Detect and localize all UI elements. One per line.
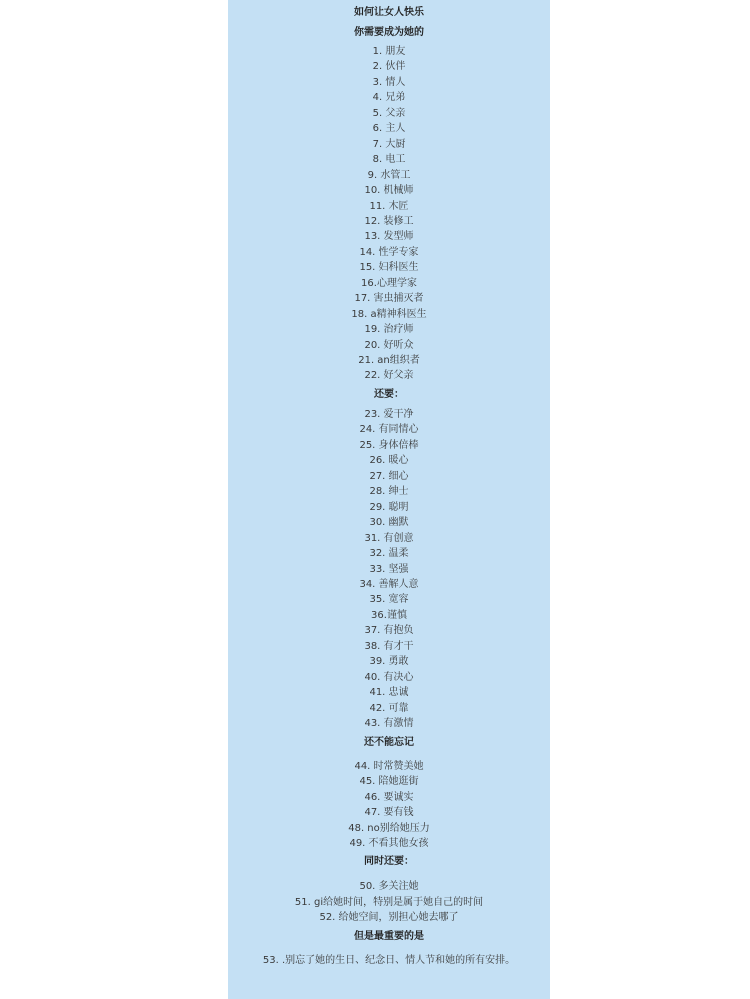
list-item: 36.谨慎 xyxy=(371,609,407,621)
list-item: 4. 兄弟 xyxy=(372,92,406,104)
list-item: 52. 给她空间，别担心她去哪了 xyxy=(319,912,459,923)
list-item: 53. .别忘了她的生日、纪念日、情人节和她的所有安排。 xyxy=(262,955,516,966)
list-item: 29. 聪明 xyxy=(369,501,409,513)
list-item: 10. 机械师 xyxy=(364,185,414,197)
list-item: 45. 陪她逛街 xyxy=(359,776,419,788)
list-item: 44. 时常赞美她 xyxy=(354,761,424,772)
list-item: 28. 绅士 xyxy=(369,486,409,498)
list-item: 11. 木匠 xyxy=(369,200,409,212)
list-item: 23. 爱干净 xyxy=(364,409,414,420)
section-heading-5: 但是最重要的是 xyxy=(354,931,424,942)
list-item: 13. 发型师 xyxy=(364,231,414,243)
list-item: 8. 电工 xyxy=(372,154,406,166)
list-item: 30. 幽默 xyxy=(369,517,409,529)
list-item: 42. 可靠 xyxy=(369,702,409,714)
list-item: 32. 温柔 xyxy=(369,548,409,560)
list-item: 39. 勇敢 xyxy=(369,656,409,668)
list-item: 48. no别给她压力 xyxy=(348,822,430,834)
list-item: 6. 主人 xyxy=(372,123,406,135)
list-item: 2. 伙伴 xyxy=(372,61,406,73)
list-item: 7. 大厨 xyxy=(372,138,406,150)
list-item: 33. 坚强 xyxy=(369,563,409,575)
content-panel xyxy=(228,0,550,999)
list-item: 34. 善解人意 xyxy=(359,578,419,590)
list-item: 50. 多关注她 xyxy=(359,881,419,892)
list-item: 37. 有抱负 xyxy=(364,625,414,637)
list-item: 12. 装修工 xyxy=(364,215,414,227)
list-item: 3. 情人 xyxy=(372,76,406,88)
list-item: 47. 要有钱 xyxy=(364,807,414,819)
list-item: 38. 有才干 xyxy=(364,640,414,652)
list-item: 5. 父亲 xyxy=(372,107,406,119)
page-title: 如何让女人快乐 xyxy=(354,7,424,18)
list-item: 49. 不看其他女孩 xyxy=(349,838,429,849)
list-item: 27. 细心 xyxy=(369,470,409,482)
section-heading-2: 还要： xyxy=(374,389,404,400)
list-item: 41. 忠诚 xyxy=(369,687,409,699)
list-item: 18. a精神科医生 xyxy=(351,308,427,320)
list-item: 15. 妇科医生 xyxy=(359,262,419,274)
list-item: 31. 有创意 xyxy=(364,532,414,544)
section-heading-4: 同时还要： xyxy=(364,856,414,867)
list-item: 14. 性学专家 xyxy=(359,246,419,258)
list-item: 46. 要诚实 xyxy=(364,791,414,803)
list-item: 9. 水管工 xyxy=(367,169,411,181)
list-item: 17. 害虫捕灭者 xyxy=(354,293,424,305)
list-item: 25. 身体倍棒 xyxy=(359,439,419,451)
section-heading-1: 你需要成为她的 xyxy=(354,27,424,38)
list-item: 21. an组织者 xyxy=(358,355,420,366)
list-item: 1. 朋友 xyxy=(372,46,406,57)
list-item: 19. 治疗师 xyxy=(364,324,414,336)
list-item: 16.心理学家 xyxy=(361,277,417,289)
section-heading-3: 还不能忘记 xyxy=(364,737,414,748)
list-item: 43. 有激情 xyxy=(364,718,414,729)
list-item: 24. 有同情心 xyxy=(359,424,419,436)
list-item: 22. 好父亲 xyxy=(364,370,414,382)
list-item: 26. 暖心 xyxy=(369,455,409,467)
list-item: 35. 宽容 xyxy=(369,594,409,606)
list-item: 20. 好听众 xyxy=(364,339,414,351)
list-item: 51. gi给她时间，特别是属于她自己的时间 xyxy=(294,896,484,908)
list-item: 40. 有决心 xyxy=(364,671,414,683)
